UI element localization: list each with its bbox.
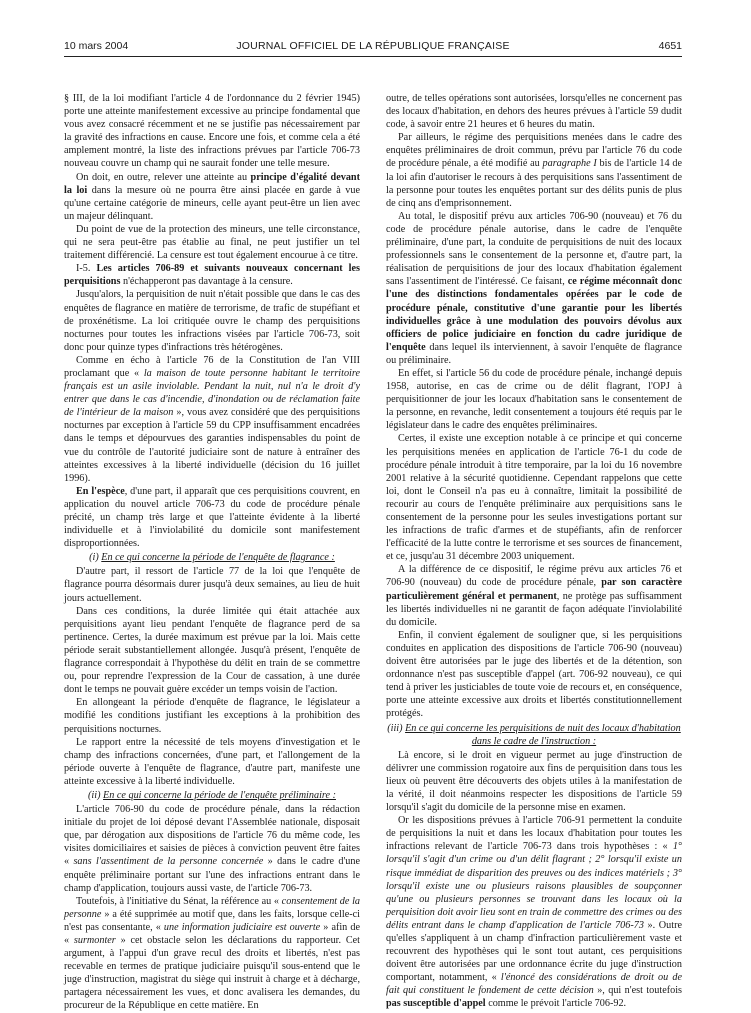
paragraph (386, 432, 682, 563)
text-run: Jusqu'alors, la perquisition de nuit n'était possible que dans le cas des enquêtes de flagrance en matière de terrorisme, de trafic de stupéfiant et de proxénétisme. La loi critiquée ouvre le champ des perquisitions nocturnes pour toutes les infractions visées par l'article 706-73, soit donc pour quinze types d'infractions très hétérogènes. (64, 289, 360, 353)
paragraph (64, 354, 360, 485)
paragraph (386, 92, 682, 131)
text-run: , d'une part, il apparaît que ces perquisitions couvrent, en application du nouvel article 706-73 du code de procédure pénale précité, un champ très large et que l'atteinte évidente à la liberté individuelle et à l'inviolabilité du domicile sont manifestement disproportionnées. (64, 485, 360, 550)
paragraph (64, 262, 360, 288)
paragraph (386, 131, 682, 210)
paragraph (386, 814, 682, 1010)
right-column (386, 92, 683, 1010)
text-run: Enfin, il convient également de souligner que, si les perquisitions conduites en application des dispositions de l'article 706-90 (nouveau) doivent être autorisées par le juge des libertés et de la détention, son ordonnance n'est pas susceptible d'appel (art. 706-92 nouveau), ce qui tend à priver les justiciables de toute voie de recours et, en conséquence, porte une atteinte excessive aux droits et libertés constitutionnellement protégés. (386, 629, 682, 720)
text-run: § III, de la loi modifiant l'article 4 de l'ordonnance du 2 février 1945) porte une atteinte manifestement excessive au principe fondamental que vous avez consacré récemment et ne se justifie pas nécessairement par la gravité des infractions en cause. Encore une fois, et comme cela a été amplement montré, la liste des infractions prévues par l'article 706-73 nouveau couvre un champ qui ne saurait fonder une telle mesure. (64, 93, 360, 170)
paragraph (64, 605, 360, 697)
paragraph (64, 565, 360, 604)
italic-text: la maison de toute personne habitant le territoire français est un asile inviolable. Pendant la nuit, nul n'a le droit d'y entrer que dans le cas d'incendie, d'inondation ou de réclamation faite de l'intérieur de la maison (64, 367, 360, 419)
text-run: Comme en écho à l'article 76 de la Constitution de l'an VIII proclamant que « (64, 354, 360, 379)
text-run: » cet obstacle selon les déclarations du rapporteur. Cet argument, à l'appui d'un grave recul des droits et libertés, n'est pas recevable en termes de pratique judiciaire puisqu'il sous-entend que le juge d'instruction, magistrat du siège qui instruit à charge et à décharge, partagera nécessairement les vues, et donc avalisera les demandes, du procureur de la République en cette matière. En (64, 935, 360, 1012)
underlined-heading: En ce qui concerne la période de l'enquête préliminaire : (103, 789, 336, 801)
paragraph (386, 210, 682, 367)
paragraph (64, 485, 360, 550)
paragraph (64, 803, 360, 895)
text-run: » afin de « (64, 921, 360, 946)
italic-text: 1° lorsqu'il s'agit d'un crime ou d'un délit flagrant ; 2° lorsqu'il existe un risque immédiat de disparition des preuves ou des indices matériels ; 3° lorsqu'il existe une ou plusieurs raisons plausibles de soupçonner qu'une ou plusieurs personnes se trouvant dans les locaux où la perquisition doit avoir lieu sont en train de commettre des crimes ou des délits entrant dans le champ d'application de l'article 706-73 (386, 841, 682, 931)
paragraph (386, 563, 682, 628)
text-run: bis de l'article 14 de la loi afin d'autoriser le recours à des perquisitions sans l'assentiment de la personne pour toutes les enquêtes portant sur des délits punis de plus de cinq ans d'emprisonnement. (386, 158, 682, 209)
journal-title: JOURNAL OFFICIEL DE LA RÉPUBLIQUE FRANÇAISE (236, 40, 510, 52)
text-run: I-5. (76, 263, 97, 275)
text-run: Dans ces conditions, la durée limitée qui était attachée aux perquisitions ayant lieu pendant l'enquête de flagrance perd de sa pertinence. Certes, la durée maximum est prévue par la loi. Mais cette période serait substantiellement allongée. Jusqu'à présent, l'enquête de flagrance correspondait à l'hypothèse du délit en train de se commettre ou, pour reprendre l'expression de la Cour de cassation, à une durée dont le temps ne pouvait guère excéder un temps voisin de l'action. (64, 605, 360, 696)
bold-text: pas susceptible d'appel (386, 998, 486, 1010)
text-run: , ne protège pas suffisamment les libertés individuelles ni ne garantit de façon adéquate l'inviolabilité du domicile. (386, 590, 683, 628)
text-run: outre, de telles opérations sont autorisées, lorsqu'elles ne concernent pas des locaux d'habitation, en dehors des heures prévues à l'article 59 dudit code, à savoir entre 21 heures et 6 heures du matin. (386, 93, 682, 131)
page-number: 4651 (658, 40, 682, 52)
paragraph (64, 171, 360, 223)
bold-text: principe d'égalité devant la loi (64, 171, 360, 196)
italic-text: une information judiciaire est ouverte (163, 921, 321, 933)
text-run: ». Outre qu'elles s'appliquent à un champ d'infraction particulièrement vaste et recouvrent des hypothèses qui le sont tout autant, ces perquisitions doivent être autorisées par une ordonnance écrite du juge d'instruction comportant, notamment, « (386, 919, 683, 984)
text-run: » dans le cadre d'une enquête préliminaire portant sur l'une des infractions entrant dans le champ d'application, toujours aussi vaste, de l'article 706-73. (64, 856, 360, 894)
bold-text: ce régime méconnaît donc l'une des distinctions fondamentales opérées par le code de procédure pénale, constitutive d'une garantie pour les libertés individuelles grâce à une modulation des pouvoirs dévolus aux officiers de police judiciaire en fonction du cadre juridique de l'enquête (386, 276, 682, 353)
text-run: Par ailleurs, le régime des perquisitions menées dans le cadre des enquêtes préliminaires de droit commun, prévu par l'article 76 du code de procédure pénale, a été modifié au (386, 132, 682, 170)
italic-text: sans l'assentiment de la personne concernée (73, 856, 264, 868)
text-run: dans la mesure où ne pourra être ainsi placée en garde à vue qu'une certaine catégorie de mineurs, celle ayant peut-être un lien avec un majeur délinquant. (64, 184, 360, 222)
text-run: Certes, il existe une exception notable à ce principe et qui concerne les perquisitions menées en application de l'article 76-1 du code de procédure pénale introduit à titre temporaire, par la loi du 16 novembre 2001 relative à la sécurité quotidienne. Cependant rappelons que cette loi, dont le Conseil n'a pas eu à connaître, limitait la possibilité de recourir au cours de l'enquête préliminaire aux perquisitions sans le consentement de la personne pour les seules investigations portant sur les infractions de trafic d'armes et de stupéfiants, afin de renforcer l'efficacité de la lutte contre le terrorisme et ses sources de financement, et ce, jusqu'au 31 décembre 2003 uniquement. (386, 433, 682, 563)
text-run: (iii) (387, 722, 406, 734)
underlined-heading: En ce qui concerne les perquisitions de nuit des locaux d'habitation dans le cadre de l'instruction : (405, 722, 681, 747)
bold-text: Les articles 706-89 et suivants nouveaux concernant les perquisitions (64, 263, 360, 288)
subsection-heading (386, 722, 682, 748)
paragraph (386, 749, 682, 814)
text-run: », qui n'est toutefois (593, 985, 682, 997)
paragraph (386, 629, 682, 721)
text-run: L'article 706-90 du code de procédure pénale, dans la rédaction initiale du projet de loi déposé devant l'Assemblée nationale, disposait que, par dérogation aux dispositions de l'article 76 du même code, les visites domiciliaires et saisies de pièces à conviction peuvent être faites « (64, 804, 360, 868)
left-column (64, 92, 361, 1012)
page-header (64, 40, 682, 57)
paragraph (64, 288, 360, 353)
text-run: Le rapport entre la nécessité de tels moyens d'investigation et le champ des infractions concernées, d'une part, et l'allongement de la période ouverte à l'enquête de flagrance, d'autre part, manifeste une atteinte excessive à la liberté individuelle. (64, 736, 360, 787)
paragraph (64, 223, 360, 262)
text-run: Toutefois, à l'initiative du Sénat, la référence au « (76, 895, 282, 907)
text-run: (ii) (88, 789, 104, 801)
paragraph (64, 92, 360, 171)
italic-text: paragraphe I (542, 158, 597, 170)
italic-text: l'énoncé des considérations de droit ou de fait qui constituent le fondement de cette décision (386, 972, 683, 997)
text-run: Du point de vue de la protection des mineurs, une telle circonstance, qui ne sera peut-être pas établie au final, ne peut justifier un tel traitement différencié. La censure est tout également encourue à ce titre. (64, 223, 360, 262)
text-run: On doit, en outre, relever une atteinte au (76, 171, 251, 183)
text-run: » a été supprimée au motif que, dans les faits, lorsque celle-ci n'est pas consentante, « (64, 908, 360, 933)
text-run: n'échapperont pas davantage à la censure. (120, 276, 293, 288)
header-date: 10 mars 2004 (64, 40, 129, 52)
text-run: D'autre part, il ressort de l'article 77 de la loi que l'enquête de flagrance pourra désormais durer jusqu'à deux semaines, au lieu de huit jours actuellement. (64, 566, 360, 604)
paragraph (64, 736, 360, 788)
subsection-heading (64, 551, 360, 564)
text-run: Au total, le dispositif prévu aux articles 706-90 (nouveau) et 76 du code de procédure pénale autorise, dans le cadre de l'enquête préliminaire, d'une part, la conduite de perquisitions de nuit des locaux professionnels sans le consentement de la personne et, d'autre part, la réalisation de perquisitions de jour des locaux d'habitation également sans l'assentiment de l'intéressé. Ce faisant, (386, 210, 682, 288)
text-run: Là encore, si le droit en vigueur permet au juge d'instruction de délivrer une commission rogatoire aux fins de perquisition dans tous les lieux où peuvent être découverts des objets utiles à la manifestation de la vérité, il doit néanmoins respecter les dispositions de l'article 59 lorsqu'il s'agit du domicile de la personne mise en examen. (386, 749, 682, 814)
subsection-heading (64, 789, 360, 802)
underlined-heading: En ce qui concerne la période de l'enquête de flagrance : (101, 552, 335, 564)
text-run: comme le prévoit l'article 706-92. (485, 998, 627, 1010)
paragraph (64, 696, 360, 735)
italic-text: consentement de la personne (64, 895, 361, 920)
text-run: dans lequel ils interviennent, à savoir l'enquête de flagrance ou préliminaire. (386, 341, 682, 366)
bold-text: En l'espèce (76, 485, 125, 497)
text-run: Or les dispositions prévues à l'article 706-91 permettent la conduite de perquisitions la nuit et dans les locaux d'habitation pour toutes les infractions relevant de l'article 706-73 dans trois hypothèses : « (386, 815, 682, 853)
text-run: (i) (89, 552, 102, 564)
bold-text: par son caractère particulièrement général et permanent (386, 577, 682, 602)
paragraph (386, 367, 682, 432)
text-run: A la différence de ce dispositif, le régime prévu aux articles 76 et 706-90 (nouveau) du code de procédure pénale, (386, 564, 682, 589)
text-run: En effet, si l'article 56 du code de procédure pénale, inchangé depuis 1958, autorise, en cas de crime ou de délit flagrant, l'OPJ à perquisitionner de jour les locaux d'habitation sans le consentement de la personne, en revanche, ledit consentement a toujours été requis par le législateur dans le cadre des enquêtes préliminaires. (386, 367, 682, 432)
paragraph (64, 895, 360, 1013)
italic-text: surmonter (73, 935, 116, 946)
text-run: », vous avez considéré que des perquisitions nocturnes par exception à l'article 59 du CPP insuffisamment encadrées dans le temps et dépourvues des garanties indispensables du point de vue du contrôle de l'autorité judiciaire sont de nature à entraîner des atteintes excessives à la liberté individuelle (décision du 16 juillet 1996). (64, 407, 360, 484)
text-run: En allongeant la période d'enquête de flagrance, le législateur a modifié les conditions justifiant les exceptions à la prohibition des perquisitions nocturnes. (64, 697, 360, 735)
